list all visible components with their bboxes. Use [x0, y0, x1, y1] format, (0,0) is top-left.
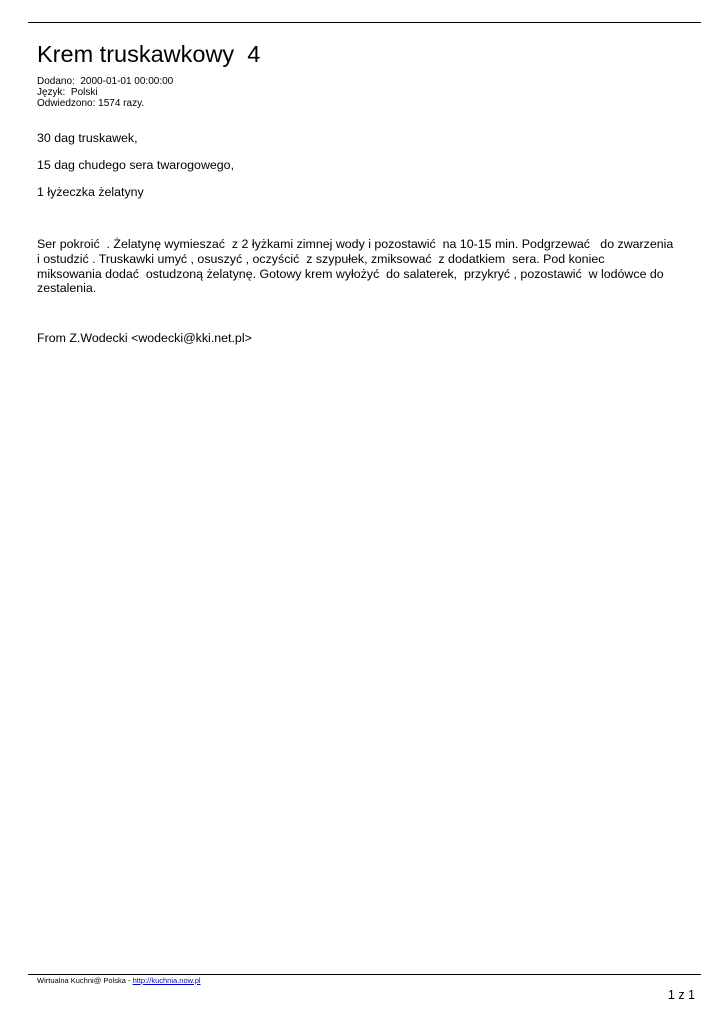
instructions-line: zestalenia. — [37, 281, 97, 296]
page-footer — [37, 976, 201, 985]
recipe-meta — [37, 76, 173, 109]
meta-language: Język: Polski — [37, 87, 98, 98]
ingredient-item: 15 dag chudego sera twarogowego, — [37, 158, 235, 172]
meta-visited: Odwiedzono: 1574 razy. — [37, 98, 145, 109]
instructions-line: miksowania dodać ostudzoną żelatynę. Gotowy krem wyłożyć do salaterek, przykryć , pozostawić w lodówce do — [37, 266, 664, 281]
footer-rule — [28, 974, 701, 975]
recipe-author: From Z.Wodecki <wodecki@kki.net.pl> — [37, 331, 252, 345]
meta-added: Dodano: 2000-01-01 00:00:00 — [37, 76, 174, 87]
ingredient-item: 1 łyżeczka żelatyny — [37, 185, 144, 199]
page-number: 1 z 1 — [667, 988, 695, 1002]
instructions-paragraph — [37, 237, 677, 296]
ingredient-item: 30 dag truskawek, — [37, 131, 138, 145]
recipe-title: Krem truskawkowy 4 — [37, 41, 261, 67]
instructions-line: i ostudzić . Truskawki umyć , osuszyć , oczyścić z szypułek, zmiksować z dodatkiem sera. Pod koniec — [37, 251, 605, 266]
ingredients-list — [37, 131, 234, 212]
top-rule — [28, 22, 701, 23]
instructions-line: Ser pokroić . Żelatynę wymieszać z 2 łyżkami zimnej wody i pozostawić na 10-15 min. Podgrzewać do zwarzenia — [37, 237, 674, 251]
footer-site-text: Wirtualna Kuchni@ Polska - — [37, 976, 133, 985]
footer-site-link[interactable]: http://kuchnia.now.pl — [132, 976, 201, 985]
